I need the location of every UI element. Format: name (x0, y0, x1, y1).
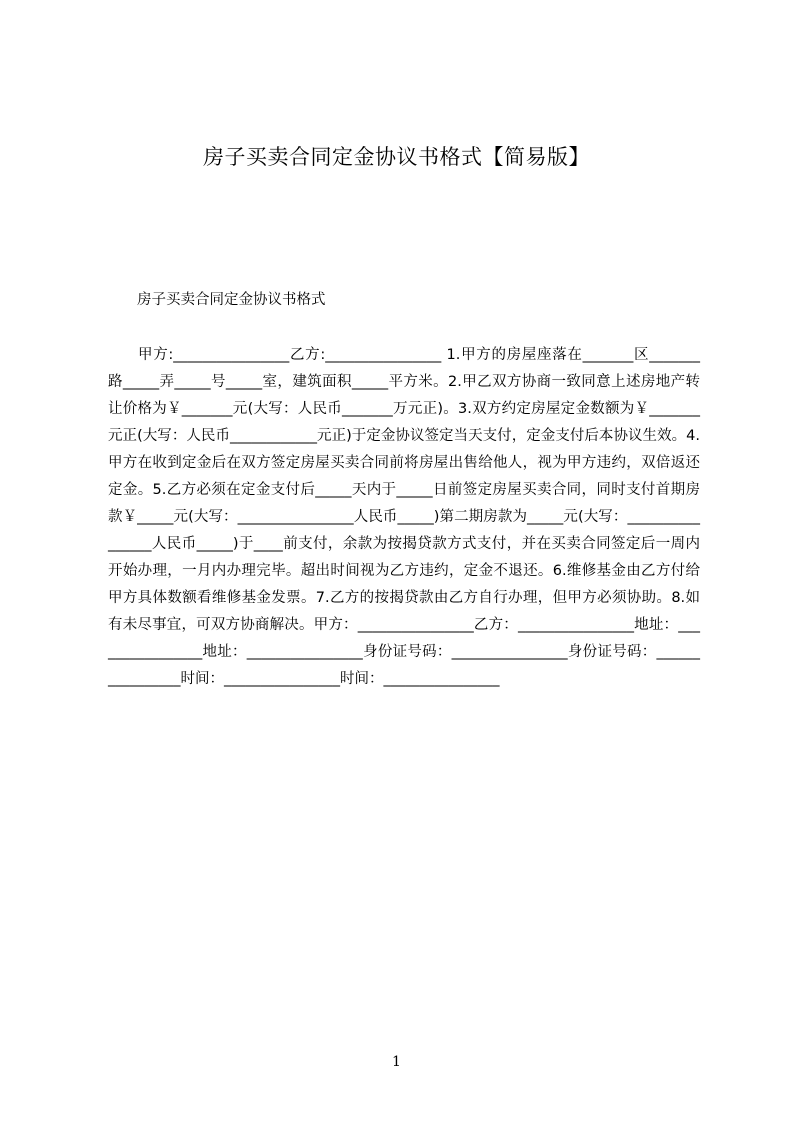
document-title: 房子买卖合同定金协议书格式【简易版】 (203, 145, 590, 169)
agreement-body: 甲方:________________乙方:________________ 1.甲方的房屋座落在_______区_______路_____弄_____号_____室，建筑面积_____平方米。2.甲乙双方协商一致同意上述房地产转让价格为￥_______元(大写：人民币_______万元正)。3.双方约定房屋定金数额为￥_______元正(大写：人民币____________元正)于定金协议签定当天支付，定金支付后本协议生效。4.甲方在收到定金后在双方签定房屋买卖合同前将房屋出售给他人，视为甲方违约，双倍返还定金。5.乙方必须在定金支付后_____天内于_____日前签定房屋买卖合同，同时支付首期房款￥_____元(大写：________________人民币_____)第二期房款为_____元(大写：________________人民币_____)于____前支付，余款为按揭贷款方式支付，并在买卖合同签定后一周内开始办理，一月内办理完毕。超出时间视为乙方违约，定金不退还。6.维修基金由乙方付给甲方具体数额看维修基金发票。7.乙方的按揭贷款由乙方自行办理，但甲方必须协助。8.如有未尽事宜，可双方协商解决。甲方：________________乙方：________________地址：________________地址：________________身份证号码：________________身份证号码：________________时间：________________时间：________________ (108, 347, 700, 687)
page-number: 1 (392, 1054, 401, 1070)
document-subtitle: 房子买卖合同定金协议书格式 (137, 292, 326, 308)
